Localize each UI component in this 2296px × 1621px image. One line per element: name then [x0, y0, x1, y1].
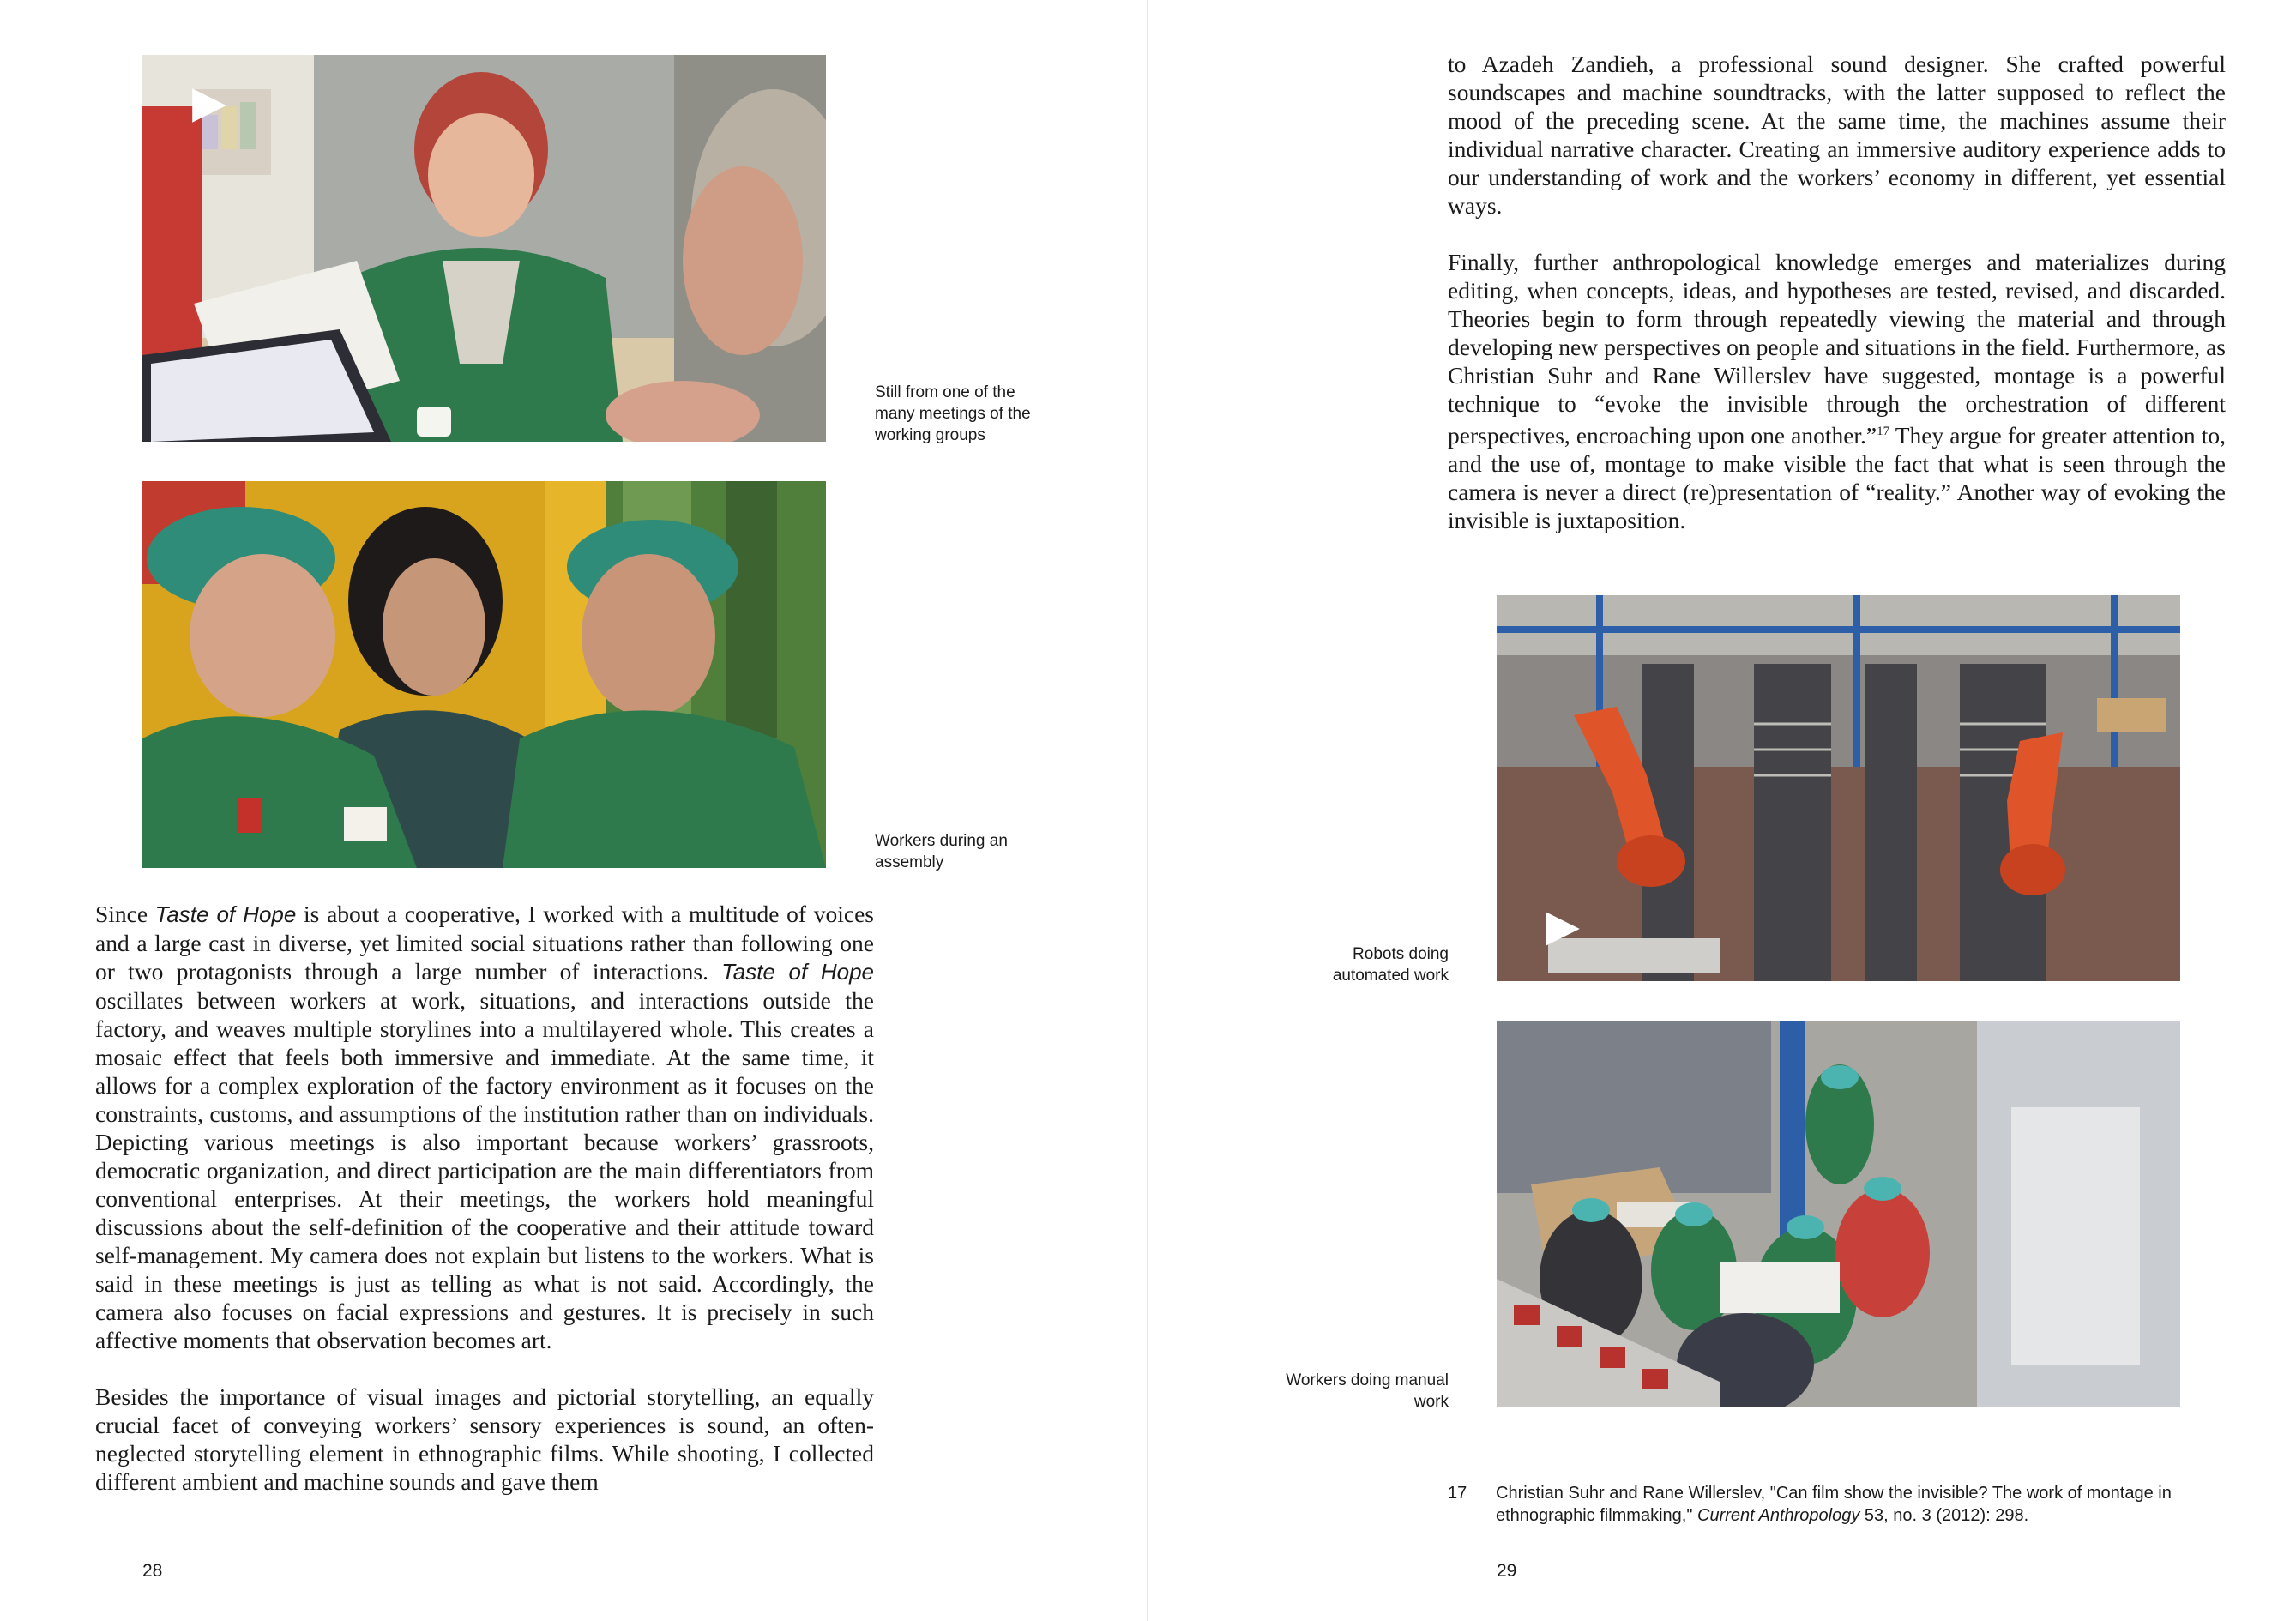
- page-number-right: 29: [1497, 1561, 1517, 1581]
- assembly-image: [142, 481, 826, 868]
- manual-work-photo: [1497, 1021, 2180, 1407]
- text-run: 53, no. 3 (2012): 298.: [1859, 1506, 2029, 1525]
- footnote-17: [1448, 1482, 2237, 1528]
- figure-caption-manual-work: Workers doing manual work: [1286, 1371, 1449, 1411]
- text-run: Finally, further anthropological knowledge emerges and materializes during editing, when concepts, ideas, and hypotheses are tested, revised, and discarded. Theories begin to form through repeatedly viewing the material and through developing new perspectives on people and situations in the field. Furthermore, as Christian Suhr and Rane Willerslev have suggested, montage is a powerful technique to “evoke the invisible through the orchestration of different perspectives, encroaching upon one another.”: [1448, 249, 2226, 449]
- film-title: Taste of Hope: [721, 959, 874, 985]
- figure-caption-robots: Robots doing automated work: [1332, 945, 1449, 985]
- text-run: is about a cooperative, I worked with a multitude of voices and a large cast in diverse, yet limited social situations rather than following one or two protagonists through a large number of interactions.: [95, 901, 874, 985]
- paragraph-montage: [1448, 248, 2226, 534]
- text-run: Christian Suhr and Rane Willerslev, "Can film show the invisible? The work of montage in ethnographic filmmaking,": [1496, 1484, 2172, 1525]
- robots-still-video[interactable]: [1497, 595, 2180, 981]
- footnote-text: [1496, 1482, 2233, 1527]
- journal-title: Current Anthropology: [1697, 1506, 1860, 1525]
- paragraph-sound: Besides the importance of visual images and pictorial storytelling, an equally crucial facet of conveying workers’ sensory experiences is sound, an often-neglected storytelling element in ethnographic films. While shooting, I collected different ambient and machine sounds and gave them: [95, 1383, 874, 1495]
- right-page: [1148, 0, 2296, 1621]
- manual-work-image: [1497, 1021, 2180, 1407]
- left-body-text: [95, 900, 874, 1496]
- figure-caption-meeting: Still from one of the many meetings of the working groups: [875, 383, 1031, 444]
- text-run: oscillates between workers at work, situations, and interactions outside the factory, and weaves multiple storylines into a multilayered whole. This creates a mosaic effect that feels both immersive and immediate. At the same time, it allows for a complex exploration of the factory environment as it focuses on the constraints, customs, and assumptions of the institution rather than on individuals. Depicting various meetings is also important because workers’ grassroots, democratic organization, and direct participation are the main differentiators from conventional enterprises. At their meetings, the workers hold meaningful discussions about the self-definition of the cooperative and their attitude toward self-management. My camera does not explain but listens to the workers. What is said in these meetings is just as telling as what is not said. Accordingly, the camera also focuses on facial expressions and gestures. It is precisely in such affective moments that observation becomes art.: [95, 987, 874, 1353]
- figure-caption-assembly: Workers during an assembly: [875, 832, 1008, 871]
- film-title: Taste of Hope: [154, 901, 297, 927]
- play-icon[interactable]: [1544, 906, 1582, 952]
- meeting-still-video[interactable]: [142, 55, 826, 442]
- paragraph-taste-of-hope: [95, 900, 874, 1354]
- assembly-photo: [142, 481, 826, 868]
- text-run: Since: [95, 901, 155, 927]
- meeting-still-image: [142, 55, 826, 442]
- footnote-reference[interactable]: 17: [1877, 425, 1890, 438]
- robots-image: [1497, 595, 2180, 981]
- right-body-text: [1448, 50, 2226, 534]
- play-icon[interactable]: [190, 82, 228, 129]
- paragraph-sound-designer: to Azadeh Zandieh, a professional sound designer. She crafted powerful soundscapes and machine soundtracks, with the latter supposed to reflect the mood of the preceding scene. At the same time, the machines assume their individual narrative character. Creating an immersive auditory experience adds to our understanding of work and the workers’ economy in different, yet essential ways.: [1448, 51, 2226, 219]
- text-run: They argue for greater attention to, and the use of, montage to make visible the fact that what is seen through the camera is never a direct (re)presentation of “reality.” Another way of evoking the invisible is juxtaposition.: [1448, 422, 2226, 534]
- footnote-number: 17: [1448, 1484, 1467, 1503]
- page-number-left: 28: [142, 1561, 163, 1581]
